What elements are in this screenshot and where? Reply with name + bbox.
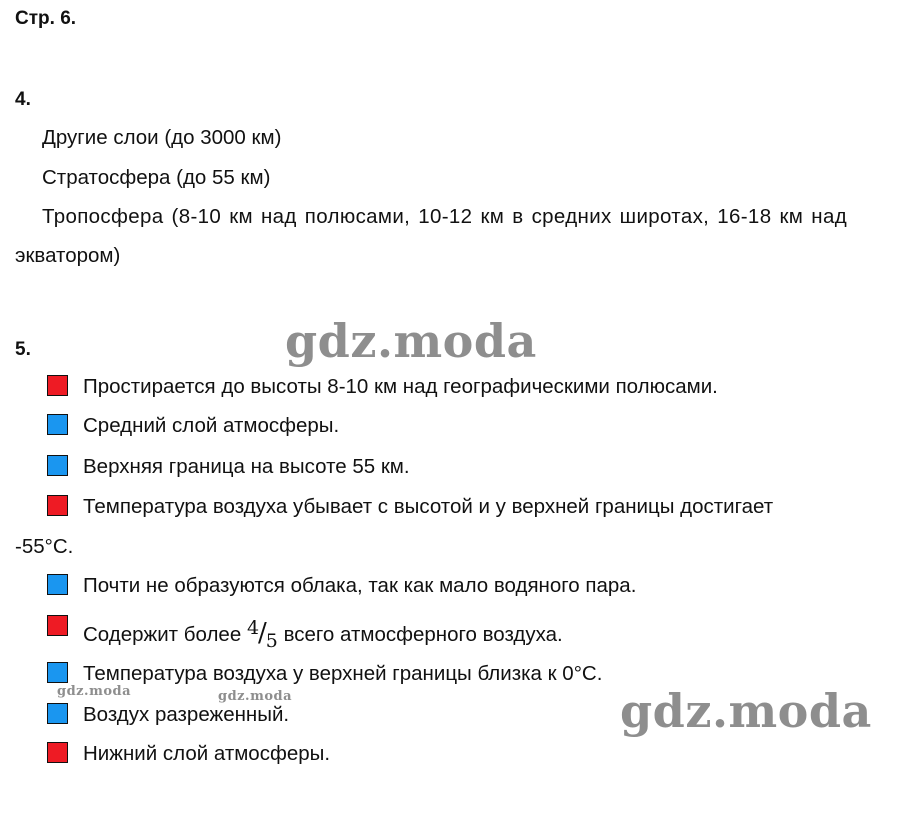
fraction-numerator: 4	[246, 617, 260, 639]
watermark-logo-top: gdz.moda	[285, 314, 537, 368]
page-label: Стр. 6.	[15, 8, 77, 29]
task-5-item-4: Температура воздуха убывает с высотой и у верхней границы достигает	[83, 495, 774, 518]
task-4-line-3: Тропосфера (8-10 км над полюсами, 10-12 км в средних широтах, 16-18 км над	[42, 205, 848, 228]
task-4-number: 4.	[15, 89, 31, 110]
task-5-item-4-continuation: -55°C.	[15, 535, 74, 558]
task-5-number: 5.	[15, 339, 31, 360]
task-5-item-5: Почти не образуются облака, так как мало водяного пара.	[83, 574, 637, 597]
task-5-item-6	[83, 617, 563, 652]
red-square-marker	[47, 375, 68, 396]
blue-square-marker	[47, 662, 68, 683]
task-5-item-9: Нижний слой атмосферы.	[83, 742, 331, 765]
task-5-item-2: Средний слой атмосферы.	[83, 414, 340, 437]
blue-square-marker	[47, 703, 68, 724]
task-4-line-2: Стратосфера (до 55 км)	[42, 166, 271, 189]
red-square-marker	[47, 495, 68, 516]
red-square-marker	[47, 615, 68, 636]
task-4-line-1: Другие слои (до 3000 км)	[42, 126, 282, 149]
blue-square-marker	[47, 574, 68, 595]
task-4-line-4: экватором)	[15, 244, 121, 267]
task-5-item-3: Верхняя граница на высоте 55 км.	[83, 455, 410, 478]
task-5-item-7: Температура воздуха у верхней границы близка к 0°C.	[83, 662, 603, 685]
watermark-logo-small-center: gdz.moda	[218, 689, 293, 704]
task-5-item-6-before: Содержит более	[83, 623, 242, 646]
task-5-item-6-after: всего атмосферного воздуха.	[283, 623, 563, 646]
blue-square-marker	[47, 414, 68, 435]
fraction-four-fifths: 4/5	[246, 617, 278, 652]
blue-square-marker	[47, 455, 68, 476]
watermark-logo-bottom-right: gdz.moda	[620, 684, 872, 738]
watermark-logo-small-left: gdz.moda	[57, 684, 132, 699]
task-5-item-1: Простирается до высоты 8-10 км над географическими полюсами.	[83, 375, 718, 398]
task-5-item-8: Воздух разреженный.	[83, 703, 290, 726]
red-square-marker	[47, 742, 68, 763]
fraction-denominator: 5	[265, 630, 278, 652]
